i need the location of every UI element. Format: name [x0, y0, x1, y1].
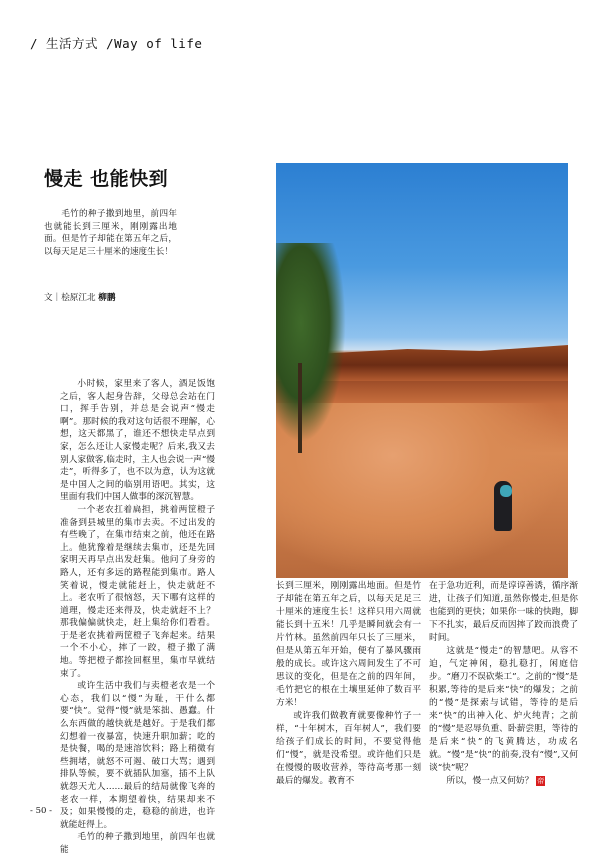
- paragraph: 这就是“慢走”的智慧吧。从容不迫，气定神闲，稳扎稳打，闲庭信步。“磨刀不误砍柴工”。之前的“慢”是积累,等待的是后来“快”的爆发；之前的“慢”是探索与试错，等待的是后来“快”的出神入化、炉火纯青；之前的“慢”是忍辱负重、卧薪尝胆，等待的是后来“快”的飞黄腾达，功成名就。“慢”是“快”的前奏,没有“慢”,又何谈“快”呢？: [429, 646, 578, 773]
- author-name: 柳鹏: [98, 293, 116, 303]
- section-header: / 生活方式 /Way of life: [30, 36, 203, 51]
- body-column-middle: [276, 580, 421, 788]
- paragraph: 或许我们做教育就要像种竹子一样，“十年树木，百年树人”，我们要给孩子们成长的时间，不要觉得他们“慢”，就是没希望。或许他们只是在慢慢的吸收营养，等待高考那一刻最后的爆发。教育不: [276, 711, 421, 786]
- end-mark-icon: 帝: [537, 776, 545, 785]
- desert-hiker-photo: [276, 163, 568, 578]
- tree-icon: [276, 243, 346, 443]
- paragraph: 或许生活中我们与卖橙老农是一个心态，我们以“慢”为耻，干什么都要“快”。觉得“慢”就是笨拙、愚蠢。什么东西做的越快就是越好。于是我们都幻想着一夜暴富，快速升职加薪；吃的是快餐，喝的是速溶饮料；路上稍微有些拥堵，就怒不可遏、破口大骂；遇到排队等候，要不就插队加塞，插不上队就怨天尤人……最后的结局就像飞奔的老农一样，本期望着快，结果却来不及；如果慢慢的走，稳稳的前进，也许就能赶得上。: [60, 681, 215, 830]
- article-title: 慢走 也能快到: [44, 168, 169, 190]
- body-column-left: [60, 378, 215, 857]
- final-sentence: 所以，慢一点又何妨？: [446, 776, 534, 786]
- paragraph: 一个老农扛着扁担，挑着两筐橙子准备到县城里的集市去卖。不过出发的有些晚了，在集市结束之前，他还在路上。他犹豫着是继续去集市，还是先回家明天再早点出发赶集。他问了身旁的路人，还有多远的路程能到集市。路人笑着说，慢走就能赶上，快走就赶不上。老农听了很恼怒，天下哪有这样的道理，慢走还来得及，快走就赶不上？那我偏偏就快走，赶上集给你们看看。于是老农挑着两筐橙子飞奔起来。结果一个不小心，摔了一跤，橙子撒了满地。等把橙子都捡回框里，集市早就结束了。: [60, 504, 215, 679]
- article-intro: 毛竹的种子撒到地里，前四年也就能长到三厘米，刚刚露出地面。但是竹子却能在第五年之后，以每天足足三十厘米的速度生长！: [44, 209, 177, 257]
- backpack: [500, 485, 512, 497]
- body-column-right: [429, 580, 578, 788]
- byline-prefix: 文｜桧原江北: [44, 293, 99, 303]
- tree-trunk: [298, 363, 302, 453]
- byline: [44, 291, 116, 303]
- paragraph-final: [429, 775, 578, 788]
- page-number: - 50 -: [30, 806, 52, 816]
- paragraph: 长到三厘米，刚刚露出地面。但是竹子却能在第五年之后，以每天足足三十厘米的速度生长！这样只用六周就能长到十五米！几乎是瞬间就会有一片竹林。虽然前四年只长了三厘米，但是从第五年开始，便有了暴风骤雨般的成长。或许这六周间发生了不可思议的变化，但是在之前的四年间，毛竹把它的根在土壤里延伸了数百平方米！: [276, 581, 421, 708]
- paragraph: 毛竹的种子撒到地里，前四年也就能: [60, 832, 215, 855]
- paragraph: 在于急功近利，而是谆谆善诱，循序渐进，让孩子们知道,虽然你慢走,但是你也能到的更快；如果你一味的快跑，脚下不扎实，最后反而因摔了跤而浪费了时间。: [429, 581, 578, 643]
- paragraph: 小时候，家里来了客人，酒足饭饱之后，客人起身告辞，父母总会站在门口，挥手告别，并总是会说声“慢走啊”。那时候的我对这句话很不理解，心想，这天都黑了，谁还不想快走早点到家，怎么还让人家慢走呢？后来,我又去别人家做客,临走时，主人也会说一声“慢走”，听得多了，也不以为意，认为这就是中国人之间的临别用语吧。其实，这里面有我们中国人做事的深沉智慧。: [60, 379, 215, 503]
